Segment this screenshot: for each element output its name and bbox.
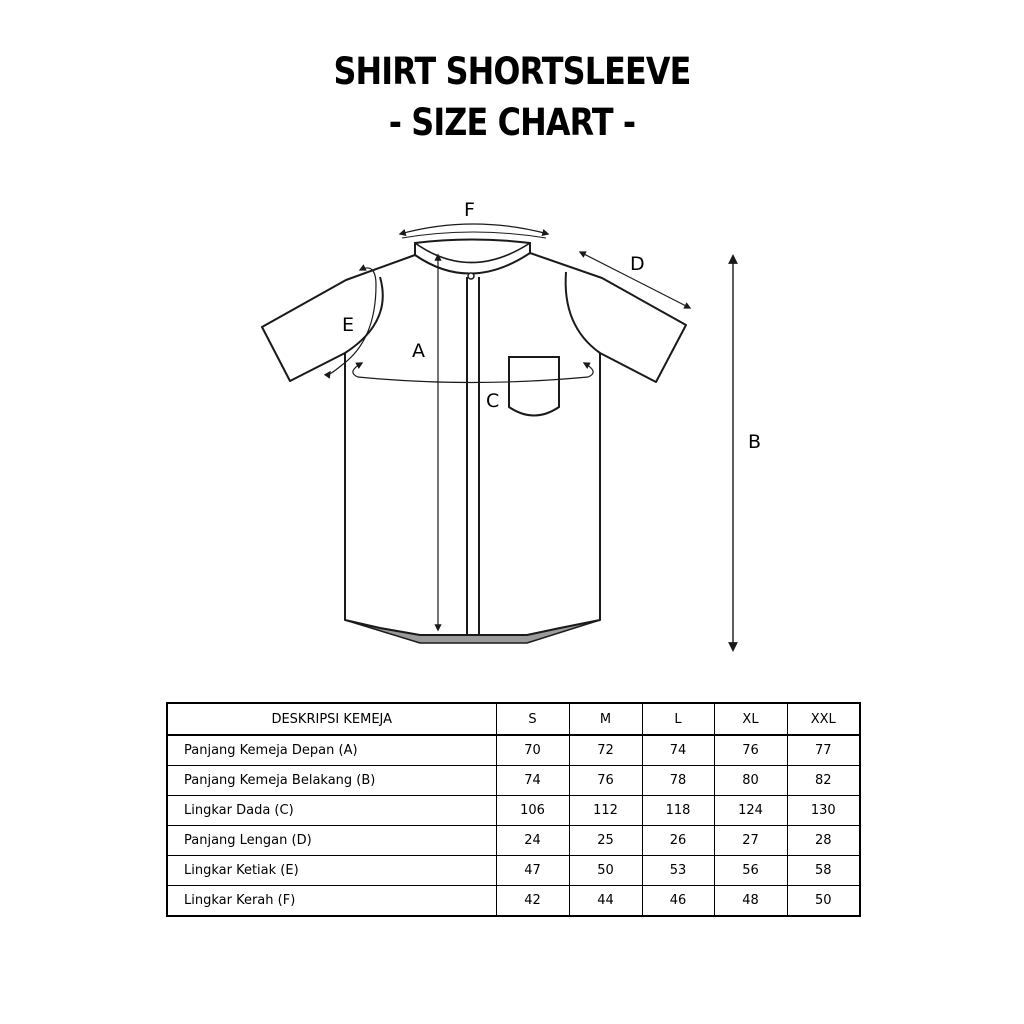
row-label: Lingkar Dada (C): [167, 796, 496, 826]
cell-value: 106: [496, 796, 569, 826]
cell-value: 24: [496, 826, 569, 856]
table-row: [167, 886, 860, 917]
header-size-s: S: [496, 703, 569, 735]
row-label: Panjang Kemeja Belakang (B): [167, 766, 496, 796]
cell-value: 80: [714, 766, 787, 796]
shirt-hem-shading: [345, 620, 600, 643]
cell-value: 77: [787, 735, 860, 766]
cell-value: 78: [642, 766, 714, 796]
label-e: E: [342, 314, 355, 336]
cell-value: 53: [642, 856, 714, 886]
table-row: [167, 796, 860, 826]
cell-value: 28: [787, 826, 860, 856]
cell-value: 76: [714, 735, 787, 766]
cell-value: 74: [496, 766, 569, 796]
cell-value: 130: [787, 796, 860, 826]
cell-value: 70: [496, 735, 569, 766]
cell-value: 50: [787, 886, 860, 917]
cell-value: 27: [714, 826, 787, 856]
cell-value: 118: [642, 796, 714, 826]
table-row: [167, 826, 860, 856]
right-sleeve-seam: [566, 272, 600, 353]
cell-value: 47: [496, 856, 569, 886]
cell-value: 48: [714, 886, 787, 917]
chart-subtitle: - SIZE CHART -: [388, 101, 636, 144]
row-label: Lingkar Ketiak (E): [167, 856, 496, 886]
cell-value: 50: [569, 856, 642, 886]
label-a: A: [412, 340, 425, 362]
chest-pocket: [509, 357, 559, 416]
table-row: [167, 735, 860, 766]
label-c: C: [486, 390, 500, 412]
measure-f-arrow-back: [402, 232, 546, 238]
row-label: Panjang Kemeja Depan (A): [167, 735, 496, 766]
row-label: Lingkar Kerah (F): [167, 886, 496, 917]
cell-value: 58: [787, 856, 860, 886]
label-d: D: [630, 253, 645, 275]
table-row: [167, 766, 860, 796]
header-size-xl: XL: [714, 703, 787, 735]
cell-value: 124: [714, 796, 787, 826]
label-f: F: [464, 199, 475, 221]
shirt-body-outline: [262, 253, 686, 635]
cell-value: 74: [642, 735, 714, 766]
cell-value: 82: [787, 766, 860, 796]
cell-value: 44: [569, 886, 642, 917]
size-table: [166, 702, 861, 917]
label-b: B: [748, 431, 762, 453]
cell-value: 42: [496, 886, 569, 917]
cell-value: 112: [569, 796, 642, 826]
cell-value: 26: [642, 826, 714, 856]
header-size-l: L: [642, 703, 714, 735]
cell-value: 72: [569, 735, 642, 766]
chart-title: SHIRT SHORTSLEEVE: [333, 50, 691, 93]
header-size-xxl: XXL: [787, 703, 860, 735]
cell-value: 25: [569, 826, 642, 856]
cell-value: 76: [569, 766, 642, 796]
header-description: DESKRIPSI KEMEJA: [167, 703, 496, 735]
row-label: Panjang Lengan (D): [167, 826, 496, 856]
table-header-row: [167, 703, 860, 735]
cell-value: 46: [642, 886, 714, 917]
table-row: [167, 856, 860, 886]
cell-value: 56: [714, 856, 787, 886]
header-size-m: M: [569, 703, 642, 735]
collar-band: [415, 243, 530, 263]
collar-button: [468, 273, 474, 279]
